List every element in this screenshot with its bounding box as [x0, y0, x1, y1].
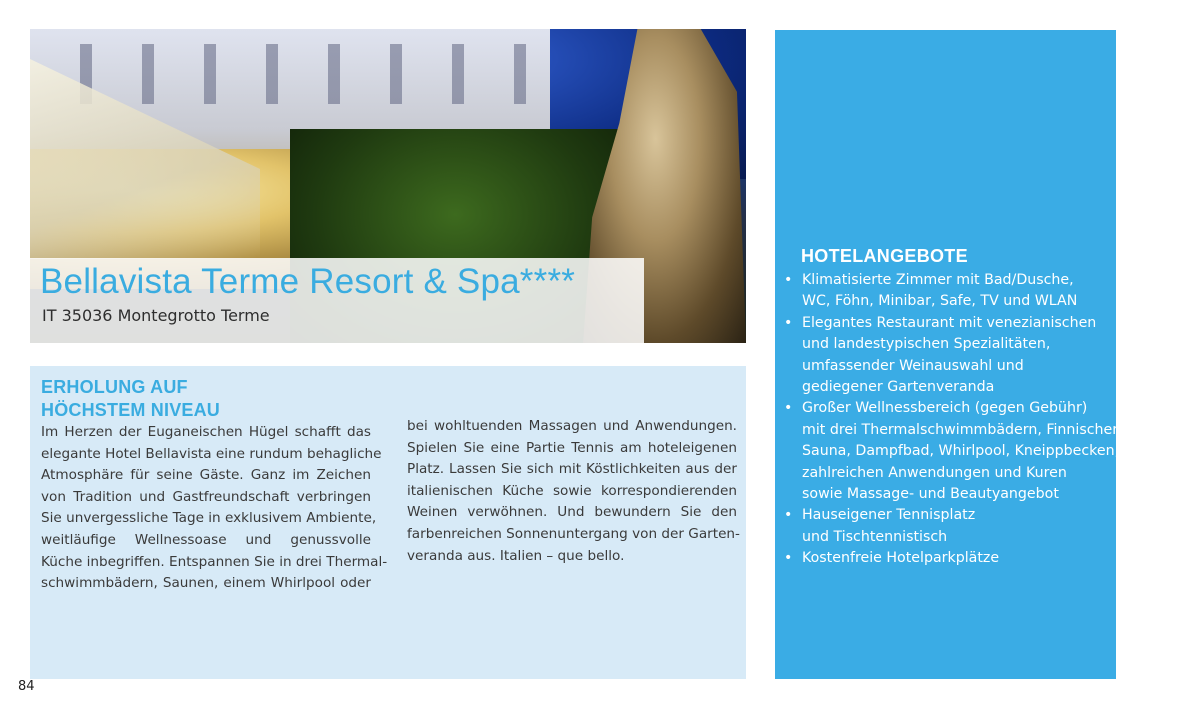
text-line: Küche inbegriffen. Entspannen Sie in drei Thermal- [41, 553, 388, 570]
text-line: Spielen Sie eine Partie Tennis am hoteleigenen [407, 439, 737, 456]
offer-item [784, 505, 1114, 548]
offers-heading: HOTELANGEBOTE [801, 246, 968, 266]
text-line: Weinen verwöhnen. Und bewundern Sie den [407, 504, 737, 521]
text-line: elegante Hotel Bellavista eine rundum behagliche [41, 445, 382, 462]
offer-item-line: mit drei Thermalschwimmbädern, Finnischer [802, 421, 1119, 438]
text-line: veranda aus. Italien – que bello. [407, 547, 625, 564]
bullet-icon: • [784, 314, 793, 331]
offer-item-line: Hauseigener Tennisplatz [802, 507, 976, 524]
text-line: Im Herzen der Euganeischen Hügel schafft das [41, 424, 371, 440]
photo-windows [50, 44, 550, 104]
offer-item-line: Kostenfreie Hotelparkplätze [802, 550, 1000, 567]
text-line: schwimmbädern, Saunen, einem Whirlpool oder [41, 575, 371, 592]
description-heading-line1: ERHOLUNG AUF [41, 377, 188, 397]
offers-list [784, 270, 1120, 570]
text-line: italienischen Küche sowie korrespondierenden [407, 482, 737, 499]
offer-item-line: und landestypischen Spezialitäten, [802, 336, 1051, 353]
offer-item-line: Elegantes Restaurant mit venezianischen [802, 314, 1097, 331]
offer-item [784, 313, 1114, 399]
bullet-icon: • [784, 507, 793, 524]
description-heading [41, 376, 220, 422]
text-line: von Tradition und Gastfreundschaft verbringen [41, 488, 371, 505]
description-heading-line2: HÖCHSTEM NIVEAU [41, 400, 221, 420]
text-line: bei wohltuenden Massagen und Anwendungen. [407, 418, 737, 434]
text-line: Platz. Lassen Sie sich mit Köstlichkeiten aus der [407, 461, 737, 478]
offer-item [784, 398, 1120, 505]
bullet-icon: • [784, 550, 793, 567]
bullet-icon: • [784, 400, 793, 417]
hotel-address: IT 35036 Montegrotto Terme [42, 306, 270, 325]
offer-item-line: sowie Massage- und Beautyangebot [802, 486, 1059, 503]
hotel-title: Bellavista Terme Resort & Spa**** [40, 262, 576, 301]
offer-item [784, 270, 1114, 313]
offer-item-line: WC, Föhn, Minibar, Safe, TV und WLAN [802, 293, 1078, 310]
text-line: Sie unvergessliche Tage in exklusivem Ambiente, [41, 510, 377, 527]
text-line: farbenreichen Sonnenuntergang von der Garten- [407, 525, 740, 542]
offer-item-line: gediegener Gartenveranda [802, 379, 995, 396]
text-line: Atmosphäre für seine Gäste. Ganz im Zeichen [41, 467, 371, 484]
description-column-2 [407, 416, 740, 567]
offer-item-line: Klimatisierte Zimmer mit Bad/Dusche, [802, 272, 1074, 288]
offer-item-line: zahlreichen Anwendungen und Kuren [802, 464, 1067, 481]
page-number: 84 [18, 679, 35, 694]
offer-item-line: Sauna, Dampfbad, Whirlpool, Kneippbecken, [802, 443, 1120, 460]
offer-item [784, 548, 1114, 569]
offer-item-line: Großer Wellnessbereich (gegen Gebühr) [802, 400, 1088, 417]
bullet-icon: • [784, 272, 793, 288]
description-column-1 [41, 422, 388, 595]
offer-item-line: und Tischtennistisch [802, 528, 948, 545]
offer-item-line: umfassender Weinauswahl und [802, 357, 1024, 374]
text-line: weitläufige Wellnessoase und genussvolle [41, 531, 371, 548]
